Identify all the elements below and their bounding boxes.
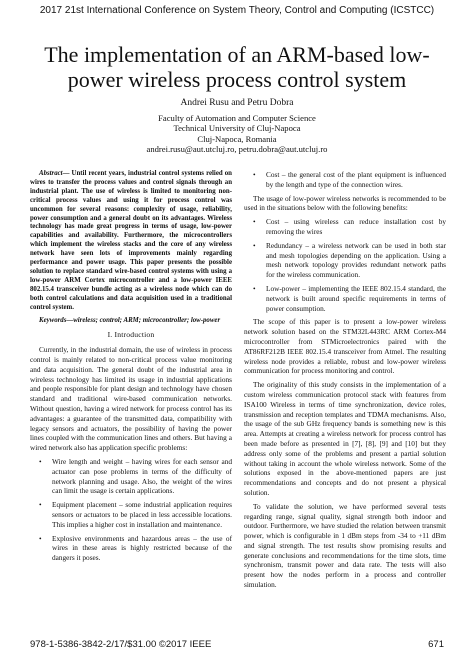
list-item: • Explosive environments and hazardous areas – the use of wires in these areas is highly restricted because of the dangers it poses.: [39, 533, 232, 563]
left-column: [30, 170, 232, 567]
abstract-label: Abstract: [39, 170, 63, 177]
keywords-label: Keywords: [39, 316, 67, 324]
affiliation-faculty: Faculty of Automation and Computer Science: [158, 112, 316, 123]
paper-title: The implementation of an ARM-based low-power wireless process control system: [44, 42, 430, 92]
validation-paragraph: To validate the solution, we have performed several tests regarding range, signal quality, signal strength both indoor and outdoor. Furthermore, we have studied the relation between transmit power, which is configurable in 1 dBm steps from -34 to +11 dBm and signal strength. The test results show promising results and generate conclusions and recommendations for the time slots, time synchronism, transmit power and data rate. The tests will also present how the nodes perform in a process and controller simulation.: [244, 501, 446, 590]
affiliation-location: Cluj-Napoca, Romania: [197, 133, 277, 144]
list-item: • Wire length and weight – having wires for each sensor and actuator can pose problems in terms of the difficulty of network planning and usage. Also, the weight of the wires can limit the usage is certain applications.: [39, 456, 232, 496]
originality-paragraph: The originality of this study consists in the implementation of a custom wireless communication protocol stack with features from ISA100 Wireless in terms of time synchronization, device roles, transmission and reception templates and TDMA mechanisms. Also, the usage of the sub GHz frequency bands is something new is this area. Attempts at creating a wireless network for process control has been made before as presented in [7], [8], [9] and [10] but they address only some of the problems and present a partial solution without taking in account the whole wireless network. Some of the solutions exposed in the above-mentioned papers are just recommendations and concepts and do not present a physical solution.: [244, 380, 446, 497]
conference-header: 2017 21st International Conference on System Theory, Control and Computing (ICSTCC): [39, 5, 435, 16]
scope-paragraph: The scope of this paper is to present a low-power wireless network solution based on the STM32L443RC ARM Cortex-M4 microcontroller from STMicroelectronics paired with the AT86RF212B IEEE 802.15.4 transceiver from Atmel. The resulting wireless node provides a reliable, robust and low-power wireless communication for process monitoring and control.: [244, 317, 446, 376]
keywords: [30, 317, 232, 326]
page-footer: [30, 639, 444, 650]
list-item: • Redundancy – a wireless network can be used in both star and mesh topologies depending on the application. Using a mesh network topology provides redundant network paths for the wireless communication.: [253, 240, 446, 280]
list-item: • Equipment placement – some industrial application requires sensors or actuators to be placed in less accessible locations. This implies a higher cost in installation and maintenance.: [39, 500, 232, 529]
section-heading-introduction: I. Introduction: [107, 330, 155, 340]
list-item: • Cost – the general cost of the plant equipment is influenced by the length and type of the connection wires.: [253, 170, 446, 189]
author-emails: andrei.rusu@aut.utcluj.ro, petru.dobra@aut.utcluj.ro: [146, 144, 328, 154]
problems-list: [30, 457, 232, 563]
intro-paragraph: Currently, in the industrial domain, the use of wireless in process control is mainly related to non-critical process value monitoring and data acquisition. The general doubt of the industrial area in wireless technology has limited its usage in industrial applications and people responsible for plant design and technology have chosen standard and traditional wire-based communication networks. Without question, having a wired network for process control has its advantages: a guarantee of the transmitted data, compatibility with legacy sensors and actuators, the possibility of having the power lines coupled with the communication lines and others. But having a wired network also has application specific problems:: [30, 345, 232, 453]
author-block: [0, 98, 474, 155]
benefits-list: [244, 217, 446, 313]
cost-list: [244, 170, 446, 190]
bullet-icon: •: [39, 456, 42, 466]
list-item: • Cost – using wireless can reduce installation cost by removing the wires: [253, 217, 446, 236]
abstract-text: — Until recent years, industrial control systems relied on wires to transfer the process values and control signals through an industrial plant. The use of wireless is limited to monitoring non-critical process values and using it for process control was uncommon for several reasons: complexity of usage, reliability, power consumption and a general doubt on its advantages. Wireless technology has made great progress in terms of usage, low-power capabilities and availability. Furthermore, the microcontrollers which implement the wireless stacks and the core of any wireless network have seen lots of improvements mainly regarding performance and power usage. This paper presents the possible solution to replace standard wire-based control systems with using a low-power ARM Cortex microcontroller and a low-power IEEE 802.15.4 transceiver bundle acting as a wireless node which can do both control calculations and data acquisition used in a traditional control system.: [30, 170, 232, 311]
author-names: Andrei Rusu and Petru Dobra: [180, 98, 294, 108]
bullet-icon: •: [253, 217, 256, 227]
isbn-copyright: 978-1-5386-3842-2/17/$31.00 ©2017 IEEE: [30, 639, 212, 650]
bullet-icon: •: [39, 500, 42, 510]
affiliation-university: Technical University of Cluj-Napoca: [173, 123, 301, 133]
bullet-icon: •: [39, 533, 42, 543]
page-number: 671: [428, 639, 444, 650]
keywords-text: —wireless; control; ARM; microcontroller; low-power: [66, 316, 221, 324]
bullet-icon: •: [253, 283, 256, 293]
abstract: [30, 170, 232, 313]
right-column: [244, 170, 446, 594]
bullet-icon: •: [253, 170, 256, 179]
list-item: • Low-power – implementing the IEEE 802.15.4 standard, the network is built around specific requirements in terms of power consumption.: [253, 283, 446, 313]
bullet-icon: •: [253, 240, 256, 250]
benefits-intro-paragraph: The usage of low-power wireless networks is recommended to be used in the situations below with the following benefits:: [244, 193, 446, 213]
